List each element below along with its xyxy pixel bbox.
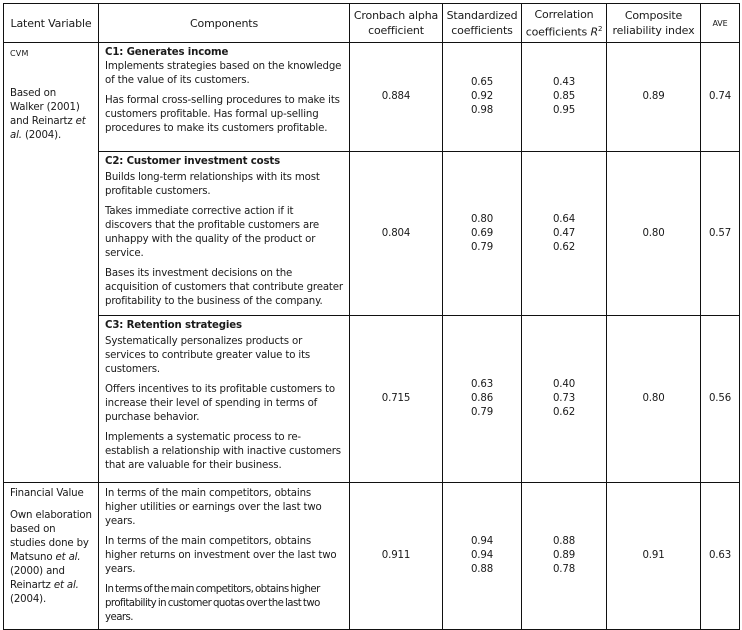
table-row-financial [4,483,740,630]
header-components: Components [99,4,350,43]
standardized-value: 0.94 [470,536,494,547]
ave-value: 0.63 [701,483,740,630]
latent-source-etal: et al. [55,552,81,563]
standardized-value: 0.63 [470,379,494,390]
header-correlation-text: Correlation coefficients [525,7,594,39]
ave-value: 0.56 [701,316,740,483]
component-item: Builds long-term relationships with its most profitable customers. [105,172,320,197]
standardized-value: 0.86 [470,393,494,404]
r2-value: 0.64 [552,213,576,225]
r2-values [522,152,607,316]
component-cell-c2 [99,152,350,316]
table-row-c1 [4,43,740,152]
standardized-values [443,483,522,630]
component-item: In terms of the main competitors, obtains higher profitability in customer quotas over the last two years. [105,584,320,623]
header-row [4,4,740,43]
r2-value: 0.47 [552,227,576,239]
r2-value: 0.85 [552,91,576,102]
ave-value: 0.57 [701,152,740,316]
standardized-values [443,316,522,483]
r2-value: 0.89 [552,550,576,561]
r2-value: 0.73 [552,393,576,404]
composite-value: 0.80 [607,152,701,316]
standardized-value: 0.88 [470,564,494,575]
cronbach-value: 0.715 [350,316,443,483]
results-table [3,3,740,630]
header-latent-variable: Latent Variable [4,4,99,43]
composite-value: 0.91 [607,483,701,630]
component-item: Has formal cross-selling procedures to make its customers profitable. Has formal up-selling procedures to make its customers profitable. [105,95,340,134]
latent-source [10,509,92,607]
latent-source-text: Own elaboration based on studies done by Matsuno [10,510,92,563]
table-row-c2 [4,152,740,316]
latent-source-etal: et al. [10,116,86,141]
component-item: Systematically personalizes products or services to contribute greater value to its customers. [105,336,311,375]
latent-cell-financial [4,483,99,630]
cronbach-value: 0.884 [350,43,443,152]
latent-name: Financial Value [10,488,84,499]
r2-value: 0.40 [552,379,576,390]
latent-name: CVM [10,49,29,58]
component-item: Implements a systematic process to re-establish a relationship with inactive customers that are valuable for their business. [105,432,341,471]
cronbach-value: 0.804 [350,152,443,316]
r2-values [522,43,607,152]
r2-value: 0.95 [552,105,576,116]
component-title: C2: Customer investment costs [105,156,281,167]
component-cell-c1 [99,43,350,152]
component-item: In terms of the main competitors, obtains higher returns on investment over the last two years. [105,536,337,575]
ave-value: 0.74 [701,43,740,152]
standardized-values [443,152,522,316]
r2-value: 0.88 [552,536,576,547]
r2-value: 0.62 [552,241,576,253]
standardized-value: 0.79 [470,407,494,418]
component-item: Implements strategies based on the knowledge of the value of its customers. [105,61,342,86]
header-correlation [522,4,607,43]
latent-source-text: Based on Walker (2001) and Reinartz [10,88,80,127]
header-ave: AVE [701,4,740,43]
standardized-value: 0.94 [470,550,494,561]
composite-value: 0.89 [607,43,701,152]
r2-value: 0.43 [552,77,576,88]
latent-source [10,87,92,143]
header-composite: Composite reliability index [607,4,701,43]
latent-source-text: (2000) and Reinartz [10,566,65,591]
standardized-value: 0.92 [470,91,494,102]
standardized-value: 0.65 [470,77,494,88]
header-correlation-symbol: R [590,25,598,39]
r2-values [522,483,607,630]
header-standardized: Standardized coefficients [443,4,522,43]
component-item: Bases its investment decisions on the acquisition of customers that contribute greater profitability to the business of the company. [105,268,343,307]
component-title: C3: Retention strategies [105,320,242,331]
component-item: Takes immediate corrective action if it discovers that the profitable customers are unhappy with the quality of the product or service. [105,206,320,259]
composite-value: 0.80 [607,316,701,483]
component-title: C1: Generates income [105,47,229,58]
standardized-value: 0.80 [470,213,494,225]
latent-source-year: (2004). [21,130,62,141]
header-correlation-sup: 2 [597,24,603,33]
table-row-c3 [4,316,740,483]
cronbach-value: 0.911 [350,483,443,630]
component-item: Offers incentives to its profitable customers to increase their level of spending in terms of purchase behavior. [105,384,335,423]
component-item: In terms of the main competitors, obtains higher utilities or earnings over the last two years. [105,488,322,527]
r2-value: 0.78 [552,564,576,575]
latent-cell-cvm [4,43,99,483]
r2-values [522,316,607,483]
standardized-value: 0.69 [470,227,494,239]
standardized-value: 0.79 [470,241,494,253]
latent-source-etal: et al. [53,580,79,591]
standardized-value: 0.98 [470,105,494,116]
header-cronbach: Cronbach alpha coefficient [350,4,443,43]
component-cell-c3 [99,316,350,483]
latent-source-year: (2004). [10,594,47,605]
standardized-values [443,43,522,152]
component-cell-financial [99,483,350,630]
r2-value: 0.62 [552,407,576,418]
